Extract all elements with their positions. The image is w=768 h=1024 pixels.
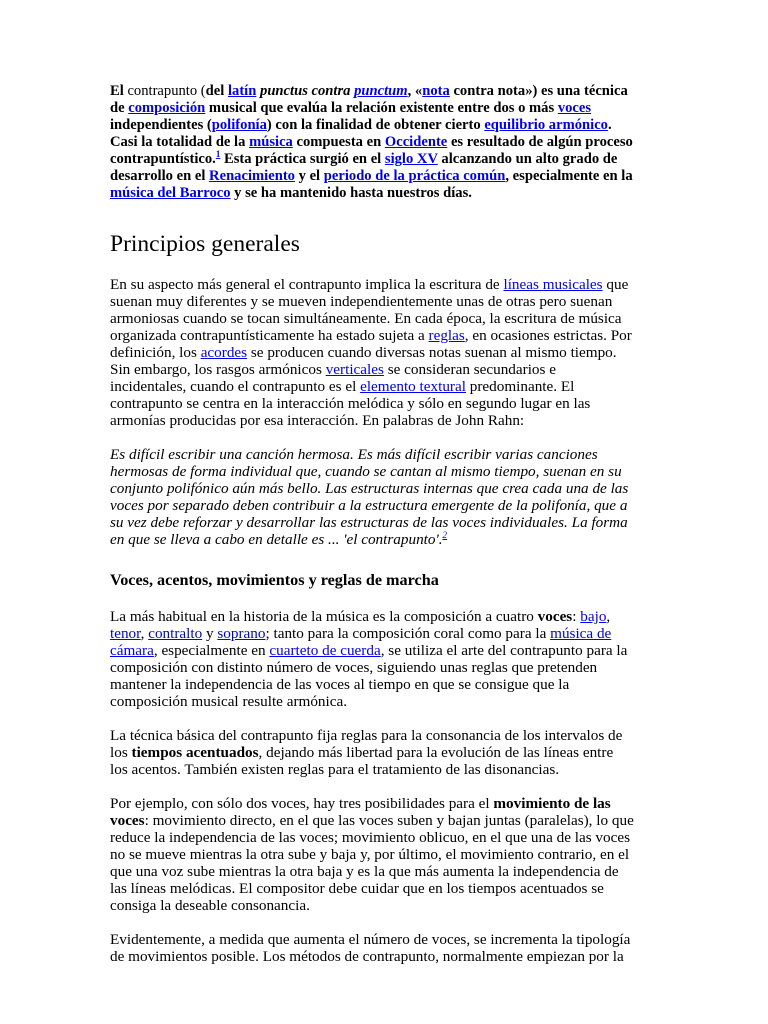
principios-paragraph: [110, 276, 634, 429]
section-heading-principios: Principios generales: [110, 231, 300, 257]
body-text: que suenan muy diferentes y se mueven independientemente unas de otras pero suenan armoniosas cuando se tocan simultáneamente. En cada época, la escritura de música organizada contrapuntísticamente ha estado sujeta a: [110, 276, 629, 344]
link-latin[interactable]: latín: [227, 83, 257, 99]
body-text: ; tanto para la composición coral como para la: [265, 625, 551, 642]
bold-text: tiempos acentuados: [131, 744, 259, 761]
link-polifonia[interactable]: polifonía: [211, 117, 267, 133]
body-text: , dejando más libertad para la evolución de las líneas entre los acentos. También existen reglas para el tratamiento de las disonancias.: [110, 744, 614, 778]
link-punctum[interactable]: [354, 83, 408, 99]
body-text: y: [202, 625, 218, 642]
intro-text: y se ha mantenido hasta nuestros días.: [230, 185, 472, 201]
intro-text: contrapunto (: [123, 83, 206, 99]
intro-text: ) con la finalidad de obtener cierto: [266, 117, 485, 133]
body-text: : movimiento directo, en el que las voces suben y bajan juntas (paralelas), lo que reduce la independencia de las voces; movimiento oblicuo, en el que una de las voces no se mueve mientras la otra sube y baja y, por último, el movimiento contrario, en el que una voz sube mientras la otra baja y es la que más aumenta la independencia de las líneas melódicas. El compositor debe cuidar que en los tiempos acentuados se consiga la deseable consonancia.: [110, 812, 634, 914]
intro-text: del: [205, 83, 228, 99]
link-equilibrio-armonico[interactable]: equilibrio armónico: [484, 117, 608, 133]
intro-text: . Casi la totalidad de la: [110, 117, 612, 150]
rahn-quote: [110, 446, 634, 548]
intro-text: es resultado de algún proceso contrapuntístico.: [110, 134, 633, 167]
reference-1[interactable]: 1: [215, 149, 221, 159]
body-text: , especialmente en: [153, 642, 270, 659]
intro-text: El: [110, 83, 124, 99]
body-text: Evidentemente, a medida que aumenta el número de voces, se incrementa la tipología de movimientos posible. Los métodos de contrapunto, normalmente empiezan por la: [110, 931, 631, 965]
body-text: ,: [140, 625, 149, 642]
voces-paragraph-1: [110, 608, 634, 710]
link-renacimiento[interactable]: Renacimiento: [209, 168, 295, 184]
body-text: predominante. El contrapunto se centra en la interacción melódica y sólo en segundo lugar en las armonías producidas por esa interacción. En palabras de John Rahn:: [110, 378, 591, 429]
body-text: La más habitual en la historia de la música es la composición a cuatro: [110, 608, 538, 625]
body-text: , en ocasiones estrictas. Por definición, los: [110, 327, 632, 361]
link-nota[interactable]: nota: [422, 83, 450, 99]
link-contralto[interactable]: contralto: [148, 625, 203, 642]
link-composicion[interactable]: composición: [128, 100, 206, 116]
reference-2[interactable]: 2: [442, 530, 448, 540]
body-text: La técnica básica del contrapunto fija reglas para la consonancia de los intervalos de los: [110, 727, 623, 761]
link-musica-camara[interactable]: música de cámara: [110, 625, 612, 659]
intro-text: alcanzando un alto grado de desarrollo en el: [110, 151, 618, 184]
link-punctum-text: punctum: [354, 83, 408, 99]
body-text: :: [572, 608, 581, 625]
link-tenor[interactable]: tenor: [110, 625, 141, 642]
link-siglo-xv[interactable]: siglo XV: [384, 151, 438, 167]
intro-text: compuesta en: [292, 134, 385, 150]
intro-paragraph: [110, 83, 634, 202]
bold-text: voces: [537, 608, 573, 625]
link-periodo-practica-comun[interactable]: periodo de la práctica común: [323, 168, 506, 184]
link-musica[interactable]: música: [249, 134, 293, 150]
intro-italic-text: punctus contra: [260, 83, 355, 99]
voces-paragraph-3: [110, 795, 634, 914]
link-verticales[interactable]: verticales: [325, 361, 384, 378]
link-occidente[interactable]: Occidente: [384, 134, 448, 150]
link-cuarteto-cuerda[interactable]: cuarteto de cuerda: [269, 642, 381, 659]
article-body: [110, 83, 634, 982]
intro-text: , «: [407, 83, 423, 99]
body-text: Por ejemplo, con sólo dos voces, hay tres posibilidades para el: [110, 795, 494, 812]
link-soprano[interactable]: soprano: [217, 625, 266, 642]
body-text: se producen cuando diversas notas suenan al mismo tiempo. Sin embargo, los rasgos armónicos: [110, 344, 617, 378]
voces-paragraph-2: [110, 727, 634, 778]
intro-text: y el: [294, 168, 324, 184]
voces-paragraph-4: [110, 931, 634, 965]
link-elemento-textural[interactable]: elemento textural: [360, 378, 466, 395]
link-reglas[interactable]: reglas: [428, 327, 465, 344]
body-text: En su aspecto más general el contrapunto implica la escritura de: [110, 276, 504, 293]
body-text: se consideran secundarios e incidentales, cuando el contrapunto es el: [110, 361, 556, 395]
link-musica-barroco[interactable]: música del Barroco: [110, 185, 231, 201]
section-heading-voces: Voces, acentos, movimientos y reglas de marcha: [110, 571, 439, 589]
intro-text: musical que evalúa la relación existente entre dos o más: [205, 100, 558, 116]
link-voces[interactable]: voces: [557, 100, 592, 116]
link-acordes[interactable]: acordes: [200, 344, 248, 361]
intro-text: contra nota») es una técnica de: [110, 83, 628, 116]
link-bajo[interactable]: bajo: [580, 608, 607, 625]
body-text: ,: [606, 608, 611, 625]
quote-text: Es difícil escribir una canción hermosa. Es más difícil escribir varias canciones hermosas de forma individual que, cuando se cantan al mismo tiempo, suenan en su conjunto polifónico aún más bello. Las estructuras internas que crea cada una de las voces por separado deben contribuir a la estructura emergente de la polifonía, que a su vez debe reforzar y desarrollar las estructuras de las voces individuales. La forma en que se lleva a cabo en detalle es ... 'el contrapunto'.: [110, 446, 629, 548]
intro-text: independientes (: [110, 117, 212, 133]
bold-text: movimiento de las voces: [110, 795, 611, 829]
intro-text: Esta práctica surgió en el: [220, 151, 385, 167]
link-lineas-musicales[interactable]: líneas musicales: [503, 276, 603, 293]
intro-text: , especialmente en la: [505, 168, 633, 184]
body-text: , se utiliza el arte del contrapunto para la composición con distinto número de voces, siguiendo unas reglas que pretenden mantener la independencia de las voces al tiempo en que se consigue que la composición musical resulte armónica.: [110, 642, 628, 710]
